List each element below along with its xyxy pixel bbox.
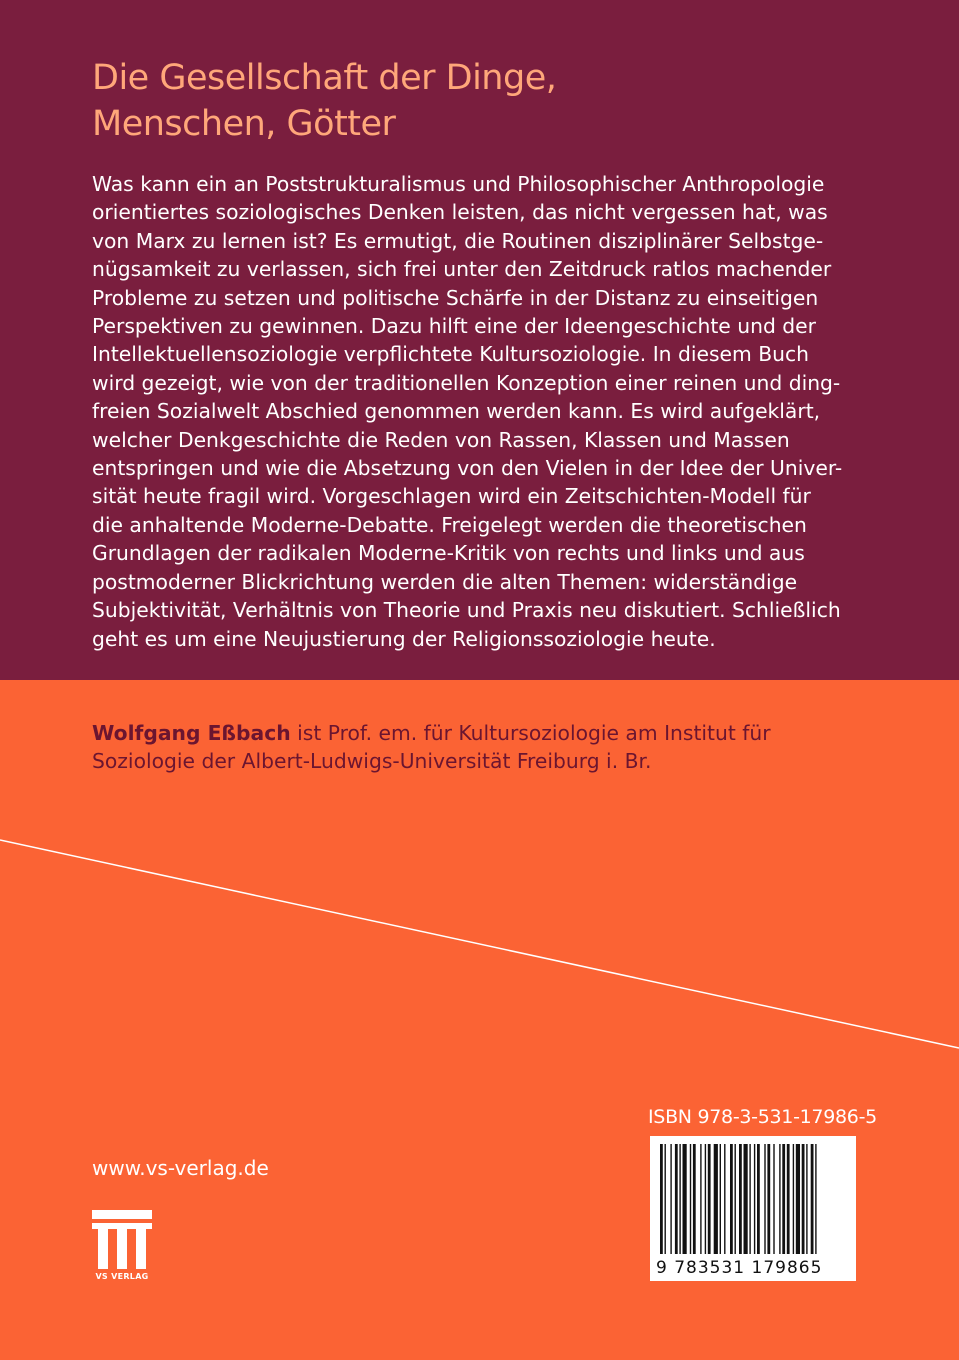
book-title [92, 55, 892, 147]
barcode-bar [675, 1144, 678, 1254]
author-bio-line: Soziologie der Albert-Ludwigs-Universität Freiburg i. Br. [92, 749, 652, 774]
blurb-line: Was kann ein an Poststrukturalismus und Philosophischer Anthropologie [92, 172, 825, 196]
barcode-bar [700, 1144, 701, 1254]
barcode-bar [764, 1144, 765, 1254]
publisher-logo-text: VS VERLAG [95, 1272, 149, 1281]
barcode-bar [705, 1144, 706, 1254]
barcode-bar [802, 1144, 805, 1254]
blurb-line: Intellektuellensoziologie verpflichtete Kultursoziologie. In diesem Buch [92, 342, 809, 367]
blurb-line: die anhaltende Moderne-Debatte. Freigelegt werden die theoretischen [92, 512, 807, 537]
barcode-bar [730, 1144, 733, 1254]
blurb-line: sität heute fragil wird. Vorgeschlagen wird ein Zeitschichten-Modell für [92, 484, 811, 509]
barcode-bar [679, 1144, 680, 1254]
barcode-bar [782, 1144, 785, 1254]
blurb-line: nügsamkeit zu verlassen, sich frei unter den Zeitdruck ratlos machender [92, 257, 832, 282]
barcode-bar [724, 1144, 725, 1254]
barcode-digits: 9 783531 179865 [656, 1258, 823, 1278]
blurb-line: Grundlagen der radikalen Moderne-Kritik von rechts und links und aus [92, 541, 805, 566]
barcode-bar [796, 1144, 800, 1254]
blurb-line: wird gezeigt, wie von der traditionellen Konzeption einer reinen und ding- [92, 370, 841, 395]
barcode-bar [754, 1144, 755, 1254]
barcode-bar [811, 1144, 814, 1254]
author-name: Wolfgang Eßbach [92, 721, 291, 745]
barcode-bar [767, 1144, 770, 1254]
barcode-bar [787, 1144, 790, 1254]
barcode-bar [793, 1144, 794, 1254]
barcode-bar [690, 1144, 691, 1254]
barcode-bar [749, 1144, 750, 1254]
barcode-bar [815, 1144, 816, 1254]
blurb-line: freien Sozialwelt Abschied genommen werden kann. Es wird aufgeklärt, [92, 399, 821, 424]
website-link[interactable]: www.vs-verlag.de [92, 1156, 269, 1180]
barcode-bar [683, 1144, 687, 1254]
blurb-line: entspringen und wie die Absetzung von den Vielen in der Idee der Univer- [92, 456, 843, 481]
blurb-line: Perspektiven zu gewinnen. Dazu hilft eine der Ideengeschichte und der [92, 314, 816, 339]
barcode-bar [735, 1144, 736, 1254]
author-bio [92, 719, 892, 776]
barcode-bar [693, 1144, 696, 1254]
blurb-line: welcher Denkgeschichte die Reden von Rassen, Klassen und Massen [92, 427, 790, 452]
blurb-text [92, 170, 852, 653]
barcode-bar [806, 1144, 807, 1254]
blurb-line: postmoderner Blickrichtung werden die alten Themen: widerständige [92, 569, 798, 594]
isbn-label: ISBN 978-3-531-17986-5 [648, 1106, 877, 1128]
barcode-bar [773, 1144, 774, 1254]
blurb-line: von Marx zu lernen ist? Es ermutigt, die Routinen disziplinärer Selbstge- [92, 228, 824, 253]
blurb-line: Subjektivität, Verhältnis von Theorie und Praxis neu diskutiert. Schließlich [92, 598, 841, 623]
barcode-bar [660, 1144, 663, 1254]
blurb-line: geht es um eine Neujustierung der Religionssoziologie heute. [92, 626, 716, 651]
blurb-line: orientiertes soziologisches Denken leisten, das nicht vergessen hat, was [92, 200, 828, 225]
barcode-bar [720, 1144, 721, 1254]
barcode [650, 1136, 856, 1281]
barcode-bar [714, 1144, 718, 1254]
blurb-line: Probleme zu setzen und politische Schärfe in der Distanz zu einseitigen [92, 285, 819, 310]
title-line: Menschen, Götter [92, 104, 396, 144]
barcode-bar [744, 1144, 748, 1254]
barcode-bar [665, 1144, 666, 1254]
barcode-bar [779, 1144, 780, 1254]
barcode-bar [739, 1144, 742, 1254]
title-line: Die Gesellschaft der Dinge, [92, 58, 557, 98]
author-bio-line: ist Prof. em. für Kultursoziologie am Institut für [290, 721, 771, 745]
barcode-bar [757, 1144, 760, 1254]
barcode-bar [708, 1144, 711, 1254]
barcode-bar [670, 1144, 671, 1254]
